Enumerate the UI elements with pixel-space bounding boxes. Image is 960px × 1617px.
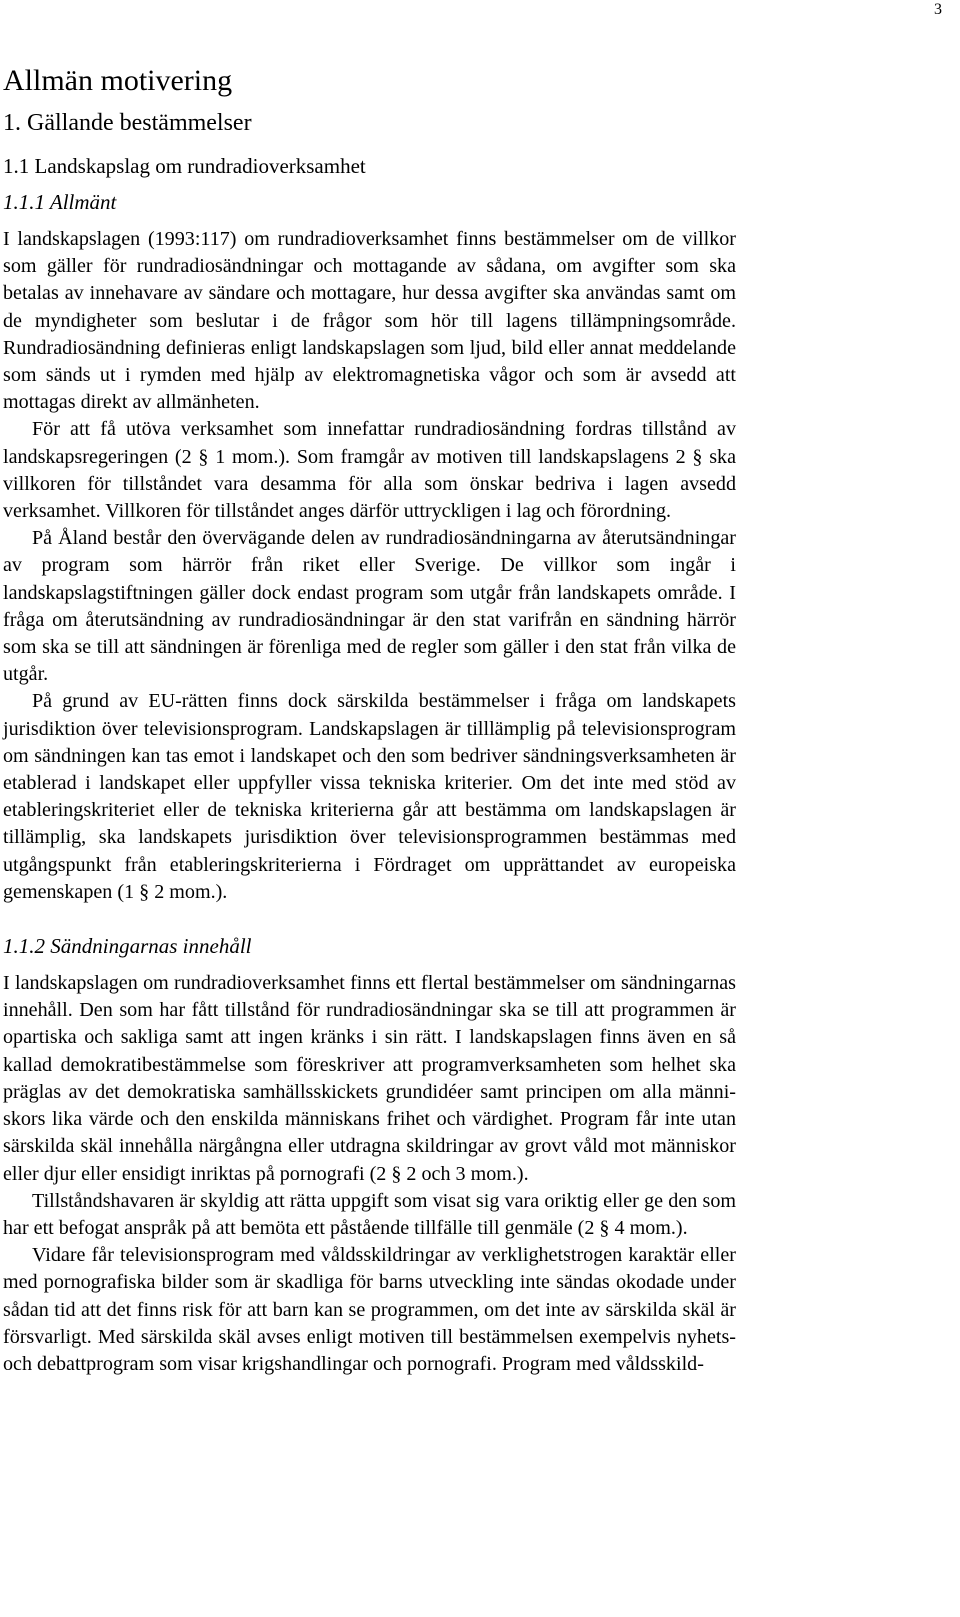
document-body (3, 62, 736, 1378)
heading-main: Allmän motivering (3, 64, 233, 97)
paragraph: Tillståndshavaren är skyldig att rätta uppgift som visat sig vara oriktig eller ge den som har ett befogat anspråk på att bemöta ett påstående tillfälle till genmäle (2 § 4 mom.). (3, 1189, 736, 1239)
paragraph: Vidare får televisionsprogram med våldsskildringar av verklighetstrogen karaktär eller med pornografiska bilder som är skadliga för barns utveckling inte sändas okodade under sådan tid att det finns risk för att barn kan se programmen, om det inte av särskilda skäl är försvarligt. Med särskilda skäl avses enligt motiven till bestämmelsen exempelvis nyhets- och debattprogram som visar krigshandlingar och pornografi. Program med våldsskild- (3, 1244, 736, 1375)
page-number: 3 (934, 1, 942, 18)
paragraph: På grund av EU-rätten finns dock särskilda bestämmelser i fråga om landskapets jurisdiktion över televisionsprogram. Landskapslagen är tilllämplig på televisionsprogram om sändningen kan tas emot i landskapet och den som bedriver sändningsverksamheten är etablerad i landskapet eller uppfyller vissa tekniska kriterier. Om det inte med stöd av etableringskriteriet eller de tekniska kriterierna går att bestämma om landskapslagen är tillämplig, ska landskapets jurisdiktion över televisionsprogrammen bestämmas med utgångspunkt från etableringskriterierna i Fördraget om upprättandet av europeiska gemenskapen (1 § 2 mom.). (3, 690, 736, 903)
section-innehall-title: 1.1.2 Sändningarnas innehåll (3, 934, 252, 959)
paragraph: I landskapslagen (1993:117) om rundradioverksamhet finns bestämmelser om de villkor som gäller för rundradiosändningar och mottagande av sådana, om avgifter som ska betalas av innehavare av sändare och mottagare, hur dessa avgifter ska användas samt om de myndigheter som beslutar i de frågor som hör till lagens tillämpningsområde. Rundradiosändning definieras enligt landskapslagen som ljud, bild eller annat meddelande som sänds ut i rymden med hjälp av elektromagnetiska vågor och som är avsedd att mottagas direkt av allmänheten. (3, 228, 736, 414)
paragraph: För att få utöva verksamhet som innefattar rundradiosändning fordras tillstånd av landskapsregeringen (2 § 1 mom.). Som framgår av motiven till landskapslagens 2 § ska villkoren för tillståndet vara desamma för alla som önskar bedriva i lagen avsedd verksamhet. Villkoren för tillståndet anges därför uttryckligen i lag och förordning. (3, 418, 736, 523)
section-allmant (3, 188, 736, 906)
paragraph: I landskapslagen om rundradioverksamhet finns ett flertal bestämmelser om sändningarnas innehåll. Den som har fått tillstånd för rundradiosändningar ska se till att programmen är opartiska och sakliga samt att ingen kränks i sin rätt. I landskapslagen finns även en så kallad demokratibestämmelse som föreskriver att programverksamheten som helhet ska präglas av det demokratiska samhällsskickets grundidéer samt principen om alla människors lika värde och den enskilda människans frihet och värdighet. Program får inte utan särskilda skäl innehålla närgångna eller utdragna skildringar av grovt våld mot människor eller djur eller ensidigt inriktas på pornografi (2 § 2 och 3 mom.). (3, 972, 736, 1185)
heading-subsection: 1.1 Landskapslag om rundradioverksamhet (3, 154, 366, 178)
section-innehall (3, 932, 736, 1378)
section-allmant-title: 1.1.1 Allmänt (3, 190, 117, 214)
paragraph: På Åland består den övervägande delen av rundradiosändningarna av återutsändningar av program som härrör från riket eller Sverige. De villkor som ingår i landskapslagstiftningen gäller dock endast program som utgår från landskapets område. I fråga om återutsändning av rundradiosändningar är den stat varifrån en sändning härrör som ska se till att sändningen är förenliga med de regler som gäller i den stat från vilka de utgår. (3, 527, 736, 686)
heading-section: 1. Gällande bestämmelser (3, 110, 252, 136)
